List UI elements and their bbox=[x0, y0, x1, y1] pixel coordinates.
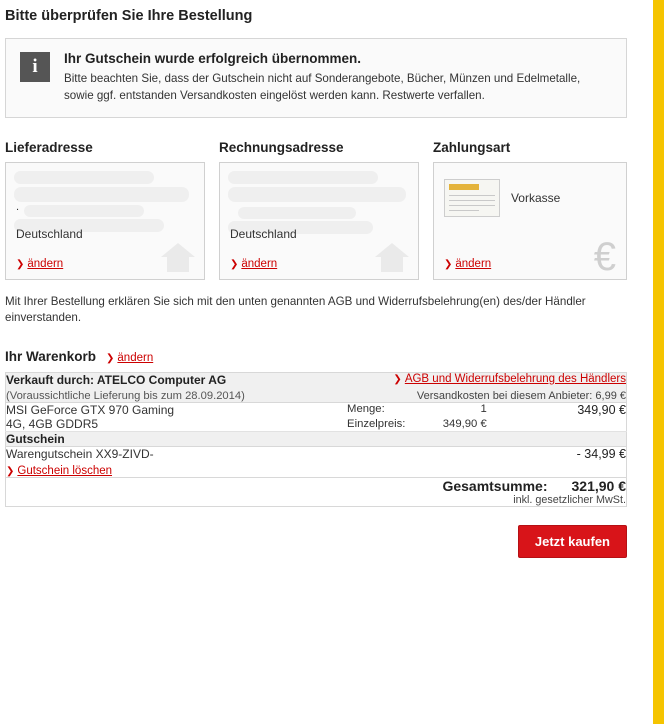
seller-terms bbox=[347, 373, 626, 402]
cart-change-label[interactable]: ändern bbox=[117, 352, 154, 365]
shipping-change-label[interactable]: ändern bbox=[27, 257, 64, 270]
item-line-total: 349,90 € bbox=[577, 403, 626, 418]
payment-change-link[interactable] bbox=[444, 258, 491, 270]
redacted-line bbox=[228, 187, 406, 202]
coupon-name: Warengutschein XX9-ZIVD- bbox=[6, 447, 154, 462]
euro-icon: € bbox=[593, 234, 617, 279]
redacted-line bbox=[238, 207, 356, 219]
house-icon bbox=[374, 241, 410, 273]
payment-box bbox=[433, 162, 627, 280]
info-icon: i bbox=[20, 52, 50, 82]
seller-info bbox=[6, 373, 347, 402]
billing-country: Deutschland bbox=[229, 226, 297, 241]
redacted-line bbox=[228, 171, 378, 184]
total-label: Gesamtsumme: bbox=[442, 478, 548, 495]
bank-transfer-icon bbox=[444, 179, 500, 217]
cart-heading: Ihr Warenkorb bbox=[5, 349, 97, 365]
tax-note: inkl. gesetzlicher MwSt. bbox=[6, 494, 627, 507]
billing-address-column bbox=[219, 140, 419, 280]
billing-change-label[interactable]: ändern bbox=[241, 257, 278, 270]
address-dot: . bbox=[16, 200, 20, 213]
tax-note-row bbox=[6, 494, 627, 507]
coupon-amount: - 34,99 € bbox=[576, 447, 626, 462]
billing-address-box bbox=[219, 162, 419, 280]
shipping-address-column bbox=[5, 140, 205, 280]
chevron-right-icon: ❯ bbox=[229, 258, 239, 270]
billing-change-link[interactable] bbox=[230, 258, 277, 270]
coupon-delete-link[interactable] bbox=[6, 465, 487, 477]
coupon-success-notice bbox=[5, 38, 627, 118]
billing-address-heading: Rechnungsadresse bbox=[218, 139, 344, 155]
seller-terms-link[interactable] bbox=[347, 373, 626, 385]
buy-now-button[interactable]: Jetzt kaufen bbox=[518, 525, 627, 558]
page-title: Bitte überprüfen Sie Ihre Bestellung bbox=[5, 8, 253, 24]
redacted-line bbox=[14, 187, 189, 202]
shipping-address-heading: Lieferadresse bbox=[5, 139, 93, 155]
edge-strip-white bbox=[647, 0, 653, 724]
seller-name: Verkauft durch: ATELCO Computer AG bbox=[6, 373, 227, 388]
payment-change-label[interactable]: ändern bbox=[455, 257, 492, 270]
shipping-cost-note: Versandkosten bei diesem Anbieter: 6,99 € bbox=[416, 390, 626, 403]
quantity-label: Menge: bbox=[347, 403, 385, 416]
notice-title: Ihr Gutschein wurde erfolgreich übernommen. bbox=[64, 51, 362, 66]
agb-consent-text: Mit Ihrer Bestellung erklären Sie sich mit den unten genannten AGB und Widerrufsbelehrung(en) des/der Händler einverstanden. bbox=[5, 294, 586, 325]
payment-method bbox=[444, 171, 616, 217]
seller-terms-label[interactable]: AGB und Widerrufsbelehrung des Händlers bbox=[404, 373, 626, 386]
window-edge-strip bbox=[647, 0, 664, 724]
total-row bbox=[6, 478, 627, 495]
coupon-delete-label[interactable]: Gutschein löschen bbox=[17, 465, 113, 478]
chevron-right-icon: ❯ bbox=[6, 466, 15, 478]
cart-change-link[interactable] bbox=[106, 352, 153, 364]
shipping-country: Deutschland bbox=[16, 226, 83, 241]
chevron-right-icon: ❯ bbox=[443, 258, 453, 270]
unit-price-value: 349,90 € bbox=[442, 418, 487, 431]
cart-table bbox=[5, 372, 627, 507]
delivery-estimate: (Voraussichtliche Lieferung bis zum 28.09.2014) bbox=[6, 390, 245, 403]
table-row bbox=[6, 403, 627, 432]
chevron-right-icon: ❯ bbox=[106, 353, 115, 365]
redacted-line bbox=[24, 205, 144, 217]
buy-button-wrap bbox=[5, 525, 627, 558]
unit-price-label: Einzelpreis: bbox=[347, 418, 406, 431]
chevron-right-icon: ❯ bbox=[16, 258, 25, 270]
notice-body bbox=[64, 51, 612, 105]
redacted-line bbox=[14, 171, 154, 184]
shipping-address-box bbox=[5, 162, 205, 280]
house-icon bbox=[160, 241, 196, 273]
seller-row bbox=[6, 373, 627, 403]
total-wrap bbox=[6, 478, 626, 494]
shipping-change-link[interactable] bbox=[16, 258, 63, 270]
notice-text: Bitte beachten Sie, dass der Gutschein nicht auf Sonderangebote, Bücher, Münzen und Edelmetalle, sowie ggf. entstanden Versandkosten eingelöst werden kann. Restwerte verfallen. bbox=[64, 72, 581, 102]
coupon-row bbox=[6, 447, 627, 478]
item-quantity-block bbox=[347, 403, 487, 430]
total-value: 321,90 € bbox=[571, 478, 626, 495]
payment-heading: Zahlungsart bbox=[432, 139, 511, 155]
payment-column bbox=[433, 140, 627, 280]
quantity-value: 1 bbox=[480, 403, 487, 416]
item-name: MSI GeForce GTX 970 Gaming 4G, 4GB GDDR5 bbox=[6, 403, 175, 432]
coupon-section-title: Gutschein bbox=[6, 432, 627, 447]
chevron-right-icon: ❯ bbox=[393, 374, 402, 386]
cart-header bbox=[5, 349, 627, 364]
coupon-section-header bbox=[6, 432, 627, 447]
address-row bbox=[5, 140, 627, 280]
payment-method-label: Vorkasse bbox=[510, 190, 561, 205]
